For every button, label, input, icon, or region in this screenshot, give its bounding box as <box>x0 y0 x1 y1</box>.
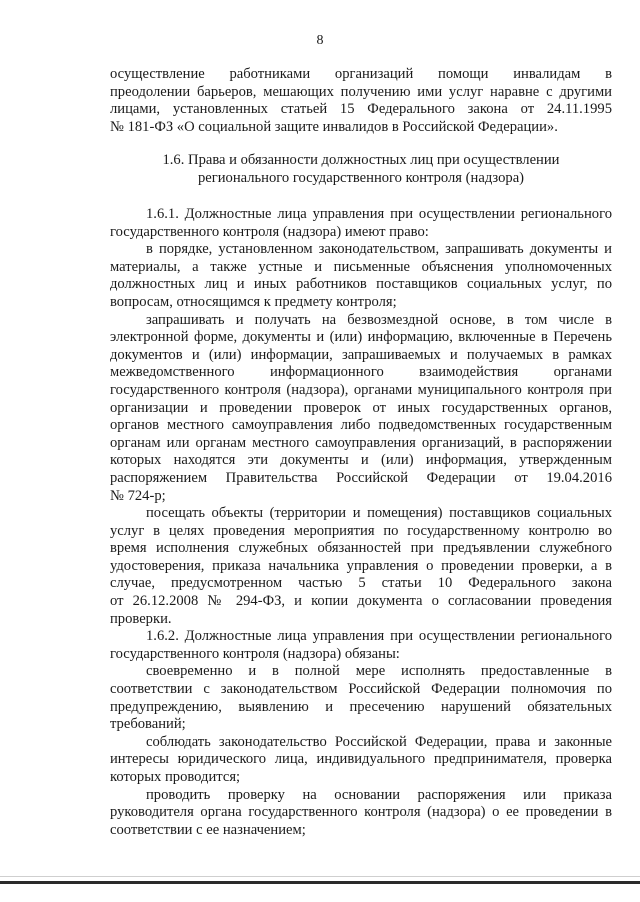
text-line: соответствии с законодательством Российской Федерации полномочия по <box>110 681 612 698</box>
heading-line: 1.6. Права и обязанности должностных лиц при осуществлении <box>162 152 560 168</box>
text-line: должностных лиц и иных работников поставщиков социальных услуг, по <box>110 276 612 293</box>
text-line: своевременно и в полной мере исполнять предоставленные в <box>146 663 612 680</box>
text-line: соответствии с ее назначением; <box>110 821 306 838</box>
text-line: распоряжением Правительства Российской Федерации от 19.04.2016 <box>110 469 612 486</box>
scan-border-line <box>0 881 640 884</box>
text-line: государственного контроля (надзора) имеют право: <box>110 223 429 240</box>
text-line: органам или органам местного самоуправления организаций, в распоряжении <box>110 434 612 451</box>
text-line: 1.6.2. Должностные лица управления при осуществлении регионального <box>146 628 612 645</box>
text-line: которых находятся эти документы и (или) информация, утвержденным <box>110 452 612 469</box>
text-line: проводить проверку на основании распоряжения или приказа <box>146 786 612 803</box>
text-line: требований; <box>110 716 186 733</box>
section-body <box>110 206 612 839</box>
text-line: удостоверения, приказа начальника управления о проведении проверки, а в <box>110 557 612 574</box>
text-line: документов и (или) информации, запрашиваемых и получаемых в рамках <box>110 346 612 363</box>
text-line: 1.6.1. Должностные лица управления при осуществлении регионального <box>146 206 612 222</box>
text-line: руководителя органа государственного контроля (надзора) о ее проведении в <box>110 804 612 821</box>
text-line: интересы юридического лица, индивидуального предпринимателя, проверка <box>110 751 612 768</box>
text-line: случае, предусмотренном частью 5 статьи 10 Федерального закона <box>110 575 612 592</box>
text-line: посещать объекты (территории и помещения) поставщиков социальных <box>146 505 612 522</box>
text-line: преодолении барьеров, мешающих получению ими услуг наравне с другими <box>110 83 612 100</box>
text-line: время исполнения служебных обязанностей при предъявлении служебного <box>110 540 612 557</box>
text-line: от 26.12.2008 № 294-ФЗ, и копии документа о согласовании проведения <box>110 593 612 610</box>
scan-edge-line <box>0 876 640 877</box>
page-number: 8 <box>316 33 324 48</box>
text-line: организации и проведении проверок от иных государственных органов, <box>110 399 612 416</box>
heading-line: регионального государственного контроля (надзора) <box>197 169 525 186</box>
text-line: вопросам, относящимся к предмету контроля; <box>110 293 397 310</box>
text-line: № 724-р; <box>110 487 166 504</box>
text-line: услуг в целях проведения мероприятия по государственному контролю во <box>110 522 612 539</box>
text-line: проверки. <box>110 610 172 627</box>
text-line: № 181-ФЗ «О социальной защите инвалидов в Российской Федерации». <box>110 118 558 135</box>
text-line: органов местного самоуправления либо подведомственных государственным <box>110 417 612 434</box>
text-line: соблюдать законодательство Российской Федерации, права и законные <box>146 733 612 750</box>
text-line: государственного контроля (надзора) обязаны: <box>110 645 400 662</box>
intro-paragraph <box>110 66 612 136</box>
text-line: материалы, а также устные и письменные объяснения уполномоченных <box>110 258 612 275</box>
text-line: электронной форме, документы и (или) информацию, включенные в Перечень <box>110 329 612 346</box>
text-line: предупреждению, выявлению и пресечению нарушений обязательных <box>110 698 612 715</box>
text-line: лицами, установленных статьей 15 Федерального закона от 24.11.1995 <box>110 101 612 118</box>
text-line: межведомственного информационного взаимодействия органами <box>110 364 612 381</box>
text-line: которых проводится; <box>110 769 241 785</box>
text-line: государственного контроля (надзора), органами муниципального контроля при <box>110 381 612 398</box>
text-line: осуществление работниками организаций помощи инвалидам в <box>110 66 612 82</box>
text-line: запрашивать и получать на безвозмездной основе, в том числе в <box>146 311 612 328</box>
section-heading <box>110 152 612 187</box>
text-line: в порядке, установленном законодательством, запрашивать документы и <box>146 241 612 258</box>
